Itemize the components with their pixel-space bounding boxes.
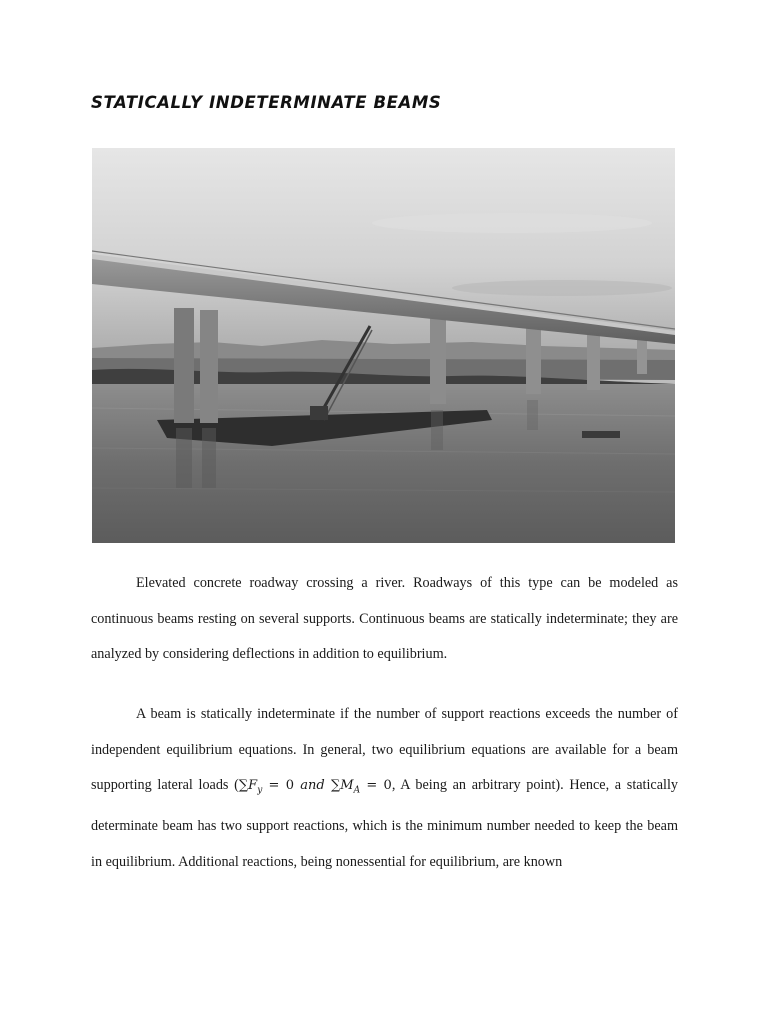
paragraph-2-text-before: A beam is statically indeterminate if the number of support reactions exceeds the number of independent equilibrium equations. In general, two equilibrium equations are available for a beam supporting lateral loads ( bbox=[91, 706, 678, 793]
page-title: STATICALLY INDETERMINATE BEAMS bbox=[91, 93, 442, 112]
paragraph-2-text-after: , A being an arbitrary point). Hence, a statically determinate beam has two support reactions, which is the minimum number needed to keep the beam in equilibrium. Additional reactions, being nonessential for equilibrium, are known bbox=[91, 777, 679, 870]
paragraph-2 bbox=[91, 697, 678, 880]
sum-symbol: ∑ bbox=[238, 778, 249, 793]
moment-symbol: M bbox=[340, 778, 354, 793]
force-symbol: F bbox=[248, 778, 258, 793]
sum-symbol-2: ∑ bbox=[324, 778, 341, 793]
force-subscript: y bbox=[257, 785, 263, 796]
equals-zero-2: = 0 bbox=[360, 778, 392, 793]
paragraph-1: Elevated concrete roadway crossing a river. Roadways of this type can be modeled as continuous beams resting on several supports. Continuous beams are statically indeterminate; they are analyzed by considering deflections in addition to equilibrium. bbox=[91, 575, 678, 662]
moment-subscript: A bbox=[353, 785, 361, 796]
and-word: and bbox=[300, 778, 325, 793]
bridge-photo bbox=[92, 148, 675, 543]
equilibrium-equations bbox=[238, 778, 392, 796]
bridge-photo-graphic bbox=[92, 148, 675, 543]
equals-zero: = 0 bbox=[262, 778, 301, 793]
